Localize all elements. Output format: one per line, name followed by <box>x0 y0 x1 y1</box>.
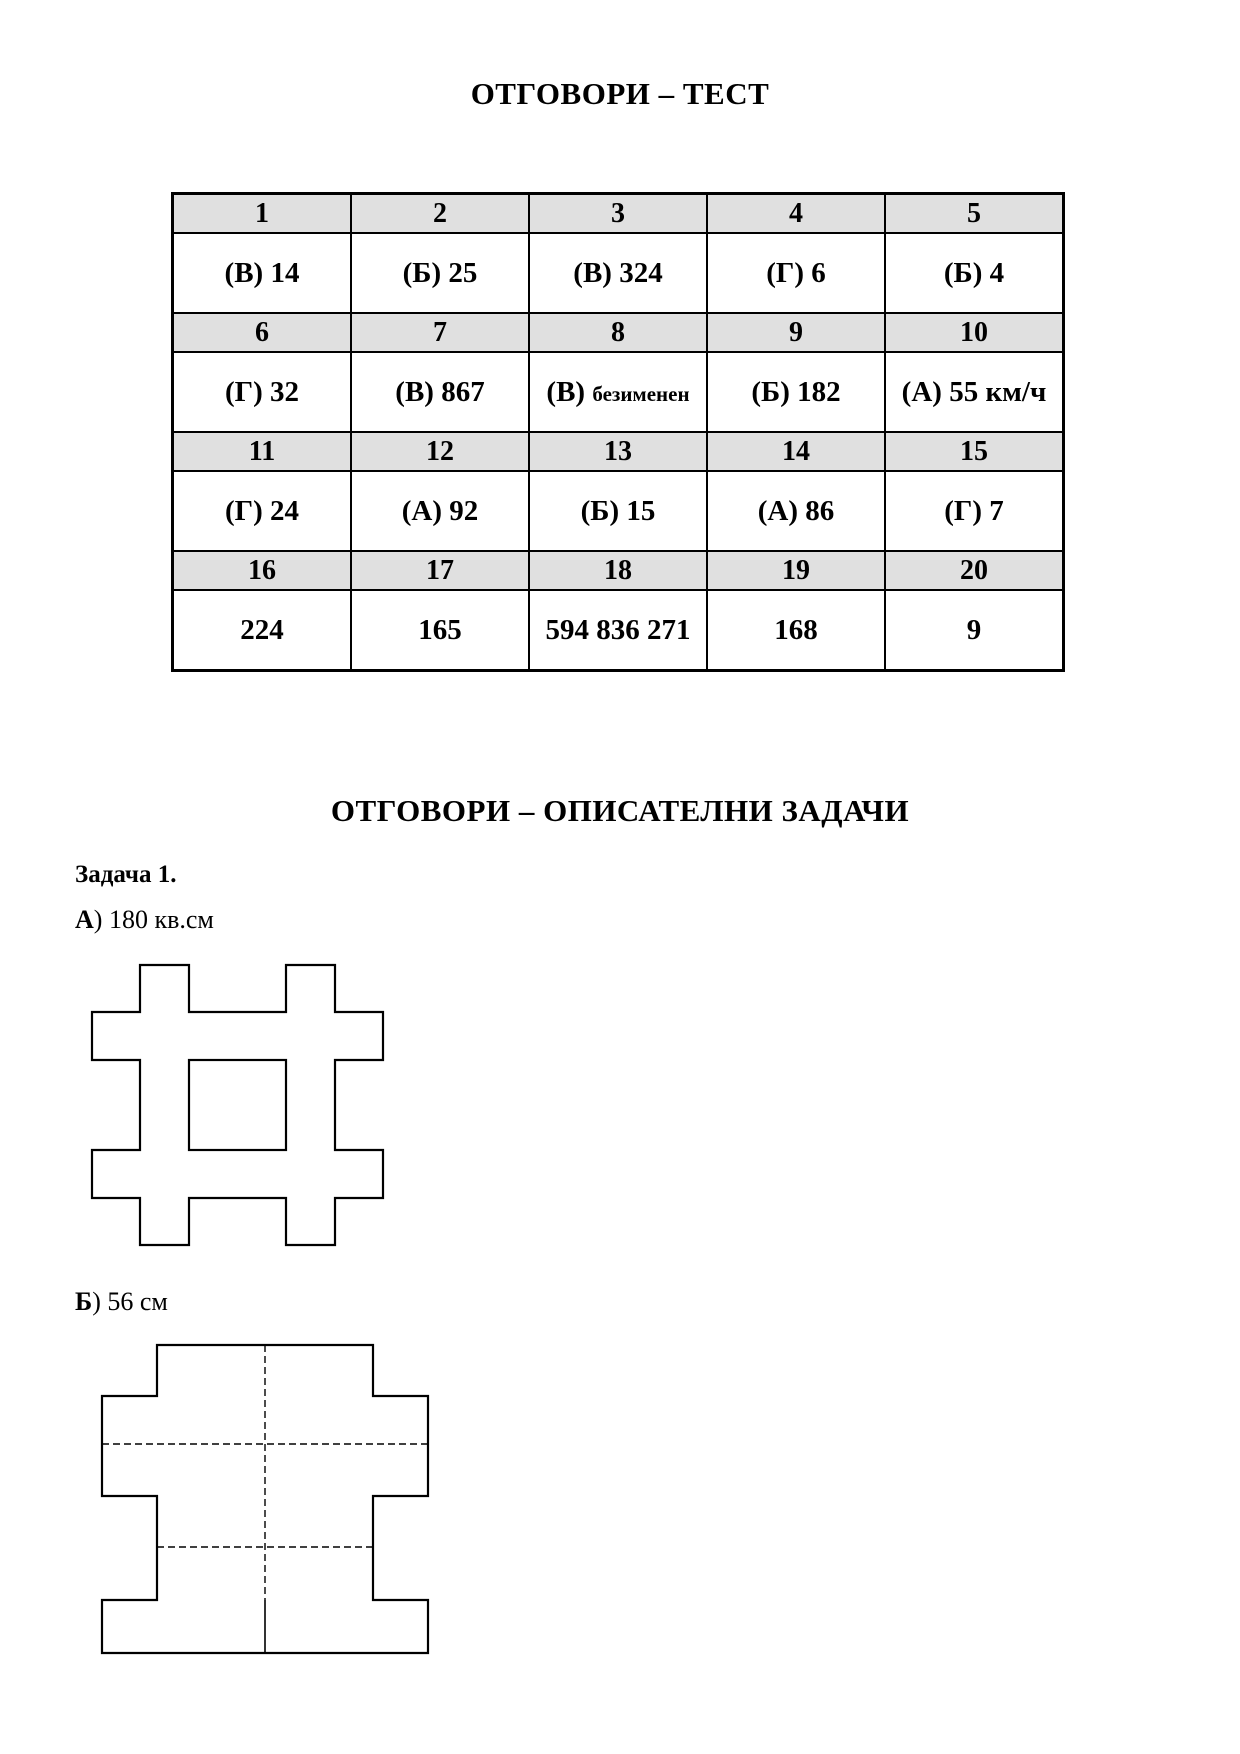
answer-cell <box>707 590 885 671</box>
answer-cell <box>529 352 707 432</box>
answer-letter: (В) <box>573 256 612 289</box>
answer-letter: (Г) <box>766 256 804 289</box>
cross-grid-hole <box>189 1060 286 1150</box>
answer-value: безименен <box>592 381 690 406</box>
section-title: ОТГОВОРИ – ОПИСАТЕЛНИ ЗАДАЧИ <box>330 793 910 828</box>
question-number-cell: 11 <box>173 432 352 471</box>
answer-value: 4 <box>989 256 1005 289</box>
answer-value: 14 <box>270 256 300 289</box>
answer-letter: (Б) <box>943 256 983 289</box>
question-number-cell: 17 <box>351 551 529 590</box>
answer-cell <box>173 471 352 551</box>
question-number-cell: 15 <box>885 432 1064 471</box>
answer-cell <box>173 352 352 432</box>
question-number-cell: 1 <box>173 194 352 234</box>
question-number-row <box>173 551 1064 590</box>
answers-table <box>171 192 1065 672</box>
answer-value: 32 <box>270 375 299 408</box>
part-b-label: Б <box>75 1287 93 1316</box>
question-number-cell: 6 <box>173 313 352 352</box>
question-number-cell: 8 <box>529 313 707 352</box>
answer-value: 324 <box>619 256 663 289</box>
question-number-row <box>173 194 1064 234</box>
answer-value: 25 <box>448 256 478 289</box>
answer-letter: (Г) <box>944 494 982 527</box>
question-number-cell: 12 <box>351 432 529 471</box>
question-number-cell: 9 <box>707 313 885 352</box>
answer-row <box>173 590 1064 671</box>
figure-cross-grid <box>85 960 395 1250</box>
question-number-cell: 10 <box>885 313 1064 352</box>
answer-value: 168 <box>774 613 818 646</box>
question-number-cell: 14 <box>707 432 885 471</box>
answer-letter: (Б) <box>751 375 790 408</box>
answer-letter: (В) <box>546 375 586 408</box>
answer-cell <box>707 352 885 432</box>
part-a-label: А <box>75 905 94 934</box>
answer-value: 6 <box>811 256 826 289</box>
answer-letter: (Б) <box>402 256 442 289</box>
answer-letter: (А) <box>401 494 442 527</box>
question-number-cell: 16 <box>173 551 352 590</box>
answer-cell <box>529 471 707 551</box>
cross-grid-outline <box>92 965 383 1245</box>
question-number-cell: 18 <box>529 551 707 590</box>
answer-value: 9 <box>966 613 982 646</box>
answer-cell <box>707 471 885 551</box>
answer-letter: (Г) <box>224 494 263 527</box>
answer-row <box>173 471 1064 551</box>
question-number-cell: 3 <box>529 194 707 234</box>
question-number-row <box>173 432 1064 471</box>
task-part-a <box>75 905 214 935</box>
answer-value: 867 <box>441 375 485 408</box>
question-number-cell: 4 <box>707 194 885 234</box>
answer-cell <box>529 590 707 671</box>
question-number-row <box>173 313 1064 352</box>
question-number-cell: 7 <box>351 313 529 352</box>
answer-cell <box>351 590 529 671</box>
answer-cell <box>351 352 529 432</box>
answer-value: 24 <box>270 494 299 527</box>
answer-value: 182 <box>797 375 841 408</box>
answer-letter: (Г) <box>224 375 263 408</box>
answer-value: 55 км/ч <box>949 375 1047 408</box>
answer-value: 15 <box>626 494 656 527</box>
answer-cell <box>885 352 1064 432</box>
part-b-answer: ) 56 см <box>92 1287 168 1316</box>
answer-value: 7 <box>989 494 1004 527</box>
answer-cell <box>885 233 1064 313</box>
answer-value: 165 <box>418 613 462 646</box>
answer-cell <box>885 590 1064 671</box>
answer-cell <box>707 233 885 313</box>
answer-value: 594 836 271 <box>545 613 691 646</box>
answer-letter: (В) <box>224 256 264 289</box>
answer-cell <box>173 590 352 671</box>
answer-value: 92 <box>449 494 479 527</box>
figure-composite-shape <box>95 1340 440 1660</box>
question-number-cell: 20 <box>885 551 1064 590</box>
answer-letter: (Б) <box>580 494 620 527</box>
part-a-answer: ) 180 кв.см <box>93 905 214 934</box>
answer-letter: (А) <box>757 494 798 527</box>
answer-cell <box>351 471 529 551</box>
answer-cell <box>173 233 352 313</box>
answer-cell <box>529 233 707 313</box>
page-title: ОТГОВОРИ – ТЕСТ <box>470 76 770 111</box>
answer-value: 86 <box>805 494 835 527</box>
answer-value: 224 <box>240 613 284 646</box>
answer-row <box>173 352 1064 432</box>
answer-cell <box>351 233 529 313</box>
question-number-cell: 5 <box>885 194 1064 234</box>
task-heading: Задача 1. <box>75 861 177 888</box>
answer-letter: (А) <box>901 375 942 408</box>
question-number-cell: 13 <box>529 432 707 471</box>
task-part-b <box>75 1287 168 1317</box>
question-number-cell: 19 <box>707 551 885 590</box>
answer-cell <box>885 471 1064 551</box>
answer-row <box>173 233 1064 313</box>
answer-letter: (В) <box>395 375 434 408</box>
question-number-cell: 2 <box>351 194 529 234</box>
